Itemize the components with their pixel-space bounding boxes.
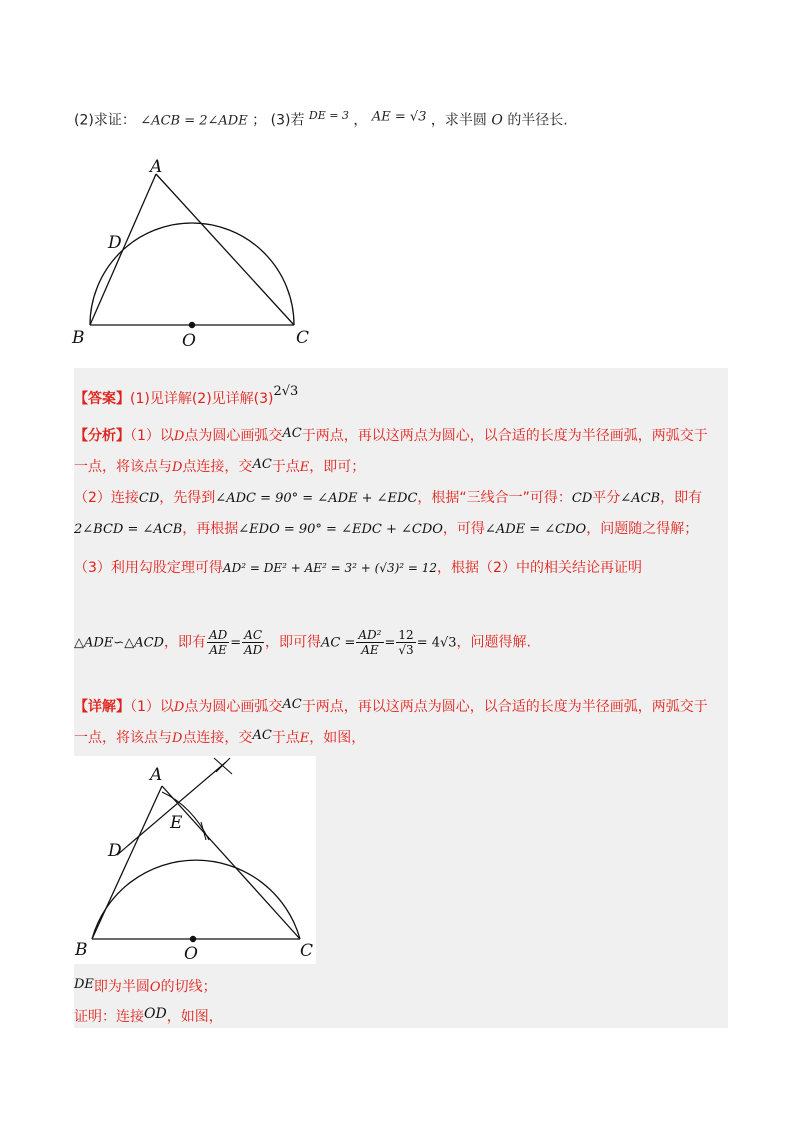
- text: 点为圆心画弧交: [184, 428, 283, 444]
- text: 于点: [271, 459, 300, 475]
- label-c: C: [296, 328, 310, 348]
- analysis-line-4: [74, 518, 698, 538]
- math-angle: ∠ACB: [620, 491, 661, 506]
- text: 一点，将该点与: [74, 730, 172, 746]
- label-c: C: [300, 941, 314, 961]
- math-angle: 2∠BCD = ∠ACB: [74, 522, 183, 537]
- math-od: OD: [144, 1006, 167, 1022]
- numerator: 12: [398, 628, 414, 642]
- analysis-line-3: [74, 487, 702, 507]
- label-o: O: [182, 331, 196, 350]
- fraction: [396, 628, 415, 657]
- detail-tag: 【详解】: [74, 699, 130, 715]
- text: ，根据（2）中的相关结论再证明: [437, 560, 642, 576]
- text: （1）以: [130, 699, 174, 715]
- text: （1）以: [130, 428, 174, 444]
- math-ac: AC: [282, 697, 302, 712]
- denominator: AE: [209, 643, 227, 657]
- text: （2）连接: [74, 490, 139, 506]
- equals: =: [230, 635, 242, 651]
- math-cd: CD: [571, 491, 593, 506]
- answer-line: [74, 384, 298, 408]
- analysis-line-5: [74, 557, 642, 577]
- math-d: D: [172, 460, 183, 475]
- text: （3）利用勾股定理可得: [74, 560, 223, 576]
- ae-value: AE = √3: [371, 109, 427, 125]
- text: 一点，将该点与: [74, 459, 172, 475]
- text: 点连接，交: [182, 459, 253, 475]
- label-a: A: [150, 157, 163, 177]
- tail-o: O: [491, 112, 503, 129]
- math-d: D: [173, 700, 185, 715]
- figure-1: [60, 150, 330, 350]
- math-o: O: [149, 980, 161, 995]
- text: ，如图，: [166, 1009, 223, 1025]
- text: 于两点，再以这两点为圆心，以合适的长度为半径画弧，两弧交于: [301, 428, 708, 444]
- math-d: D: [173, 429, 185, 444]
- math-ac: AC: [252, 457, 272, 472]
- math-ac: AC =: [321, 635, 356, 651]
- text: ，即有: [163, 634, 206, 651]
- numerator: AC: [244, 628, 263, 642]
- math-cd: CD: [138, 491, 160, 506]
- part2-label: (2)求证：: [74, 112, 136, 129]
- detail-line-2: [74, 727, 365, 747]
- de-value: DE = 3: [308, 109, 349, 122]
- numerator: AD²: [358, 628, 382, 642]
- math-result: = 4√3: [416, 635, 457, 651]
- part2-math: ∠ACB = 2∠ADE: [140, 113, 248, 129]
- fraction: [207, 628, 229, 657]
- text: ，即可；: [309, 459, 366, 475]
- tail-pre: ，求半圆: [430, 112, 487, 129]
- separator: ；: [252, 112, 267, 129]
- fraction: [242, 628, 264, 657]
- text: 点为圆心画弧交: [184, 699, 283, 715]
- math-ac: AC: [252, 728, 272, 743]
- figure-2: [74, 756, 316, 964]
- denominator: AE: [361, 643, 379, 657]
- problem-line: [74, 100, 568, 138]
- math-angle: ∠ADC = 90° = ∠ADE + ∠EDC: [215, 491, 418, 506]
- math-e: E: [299, 460, 310, 475]
- text: ，即可得: [265, 634, 322, 651]
- part3-label: (3)若: [270, 112, 305, 129]
- math-ac: AC: [282, 426, 302, 441]
- answer-tag: 【答案】: [74, 391, 130, 407]
- text: 于两点，再以这两点为圆心，以合适的长度为半径画弧，两弧交于: [301, 699, 708, 715]
- tail-post: 的半径长.: [507, 112, 568, 129]
- analysis-tag: 【分析】: [74, 428, 130, 444]
- text: 点连接，交: [182, 730, 253, 746]
- text: ，问题随之得解；: [586, 521, 699, 537]
- denominator: √3: [398, 643, 414, 657]
- segment-ac: [162, 786, 300, 939]
- proof-line: [74, 1006, 223, 1026]
- segment-ab: [90, 174, 156, 325]
- tangent-line: [74, 976, 217, 996]
- answer-text: (1)见详解(2)见详解(3): [130, 391, 274, 407]
- segment-ac: [156, 174, 294, 325]
- text: ，如图，: [309, 730, 366, 746]
- detail-line-1: [74, 696, 708, 716]
- analysis-line-1: [74, 425, 708, 445]
- text: 证明：连接: [74, 1009, 144, 1025]
- math-angle: ∠EDO = 90° = ∠EDC + ∠CDO: [238, 522, 443, 537]
- text: ，问题得解.: [456, 634, 531, 651]
- analysis-line-2: [74, 456, 365, 476]
- label-b: B: [75, 940, 88, 960]
- denominator: AD: [243, 643, 263, 657]
- comma: ，: [353, 112, 368, 129]
- center-dot: [190, 936, 196, 942]
- text: 平分: [592, 490, 621, 506]
- math-de: DE: [74, 977, 94, 992]
- math-angle: ∠ADE = ∠CDO: [484, 522, 587, 537]
- label-d: D: [108, 841, 122, 861]
- math-e: E: [299, 731, 310, 746]
- numerator: AD: [208, 628, 228, 642]
- label-b: B: [72, 328, 85, 348]
- math-similar: △ADE∽△ACD: [74, 635, 164, 651]
- text: ，即有: [660, 490, 703, 506]
- construction-line: [117, 762, 226, 855]
- text: ，再根据: [182, 521, 239, 537]
- label-a: A: [150, 765, 163, 785]
- text: ，可得: [442, 521, 485, 537]
- text: ，根据“三线合一”可得：: [417, 490, 572, 506]
- center-dot: [189, 322, 195, 328]
- math-pythag: AD² = DE² + AE² = 3² + (√3)² = 12: [222, 561, 438, 575]
- label-d: D: [108, 233, 122, 253]
- text: 即为半圆: [93, 979, 150, 995]
- text: 的切线；: [160, 979, 217, 995]
- answer-value: 2√3: [273, 384, 299, 399]
- analysis-line-6: [74, 628, 531, 657]
- fraction: [356, 628, 383, 657]
- label-o: O: [184, 944, 198, 964]
- segment-ab: [92, 786, 162, 939]
- text: 于点: [271, 730, 300, 746]
- text: ，先得到: [159, 490, 216, 506]
- label-e: E: [170, 813, 183, 833]
- equals: =: [384, 635, 396, 651]
- math-d: D: [172, 731, 183, 746]
